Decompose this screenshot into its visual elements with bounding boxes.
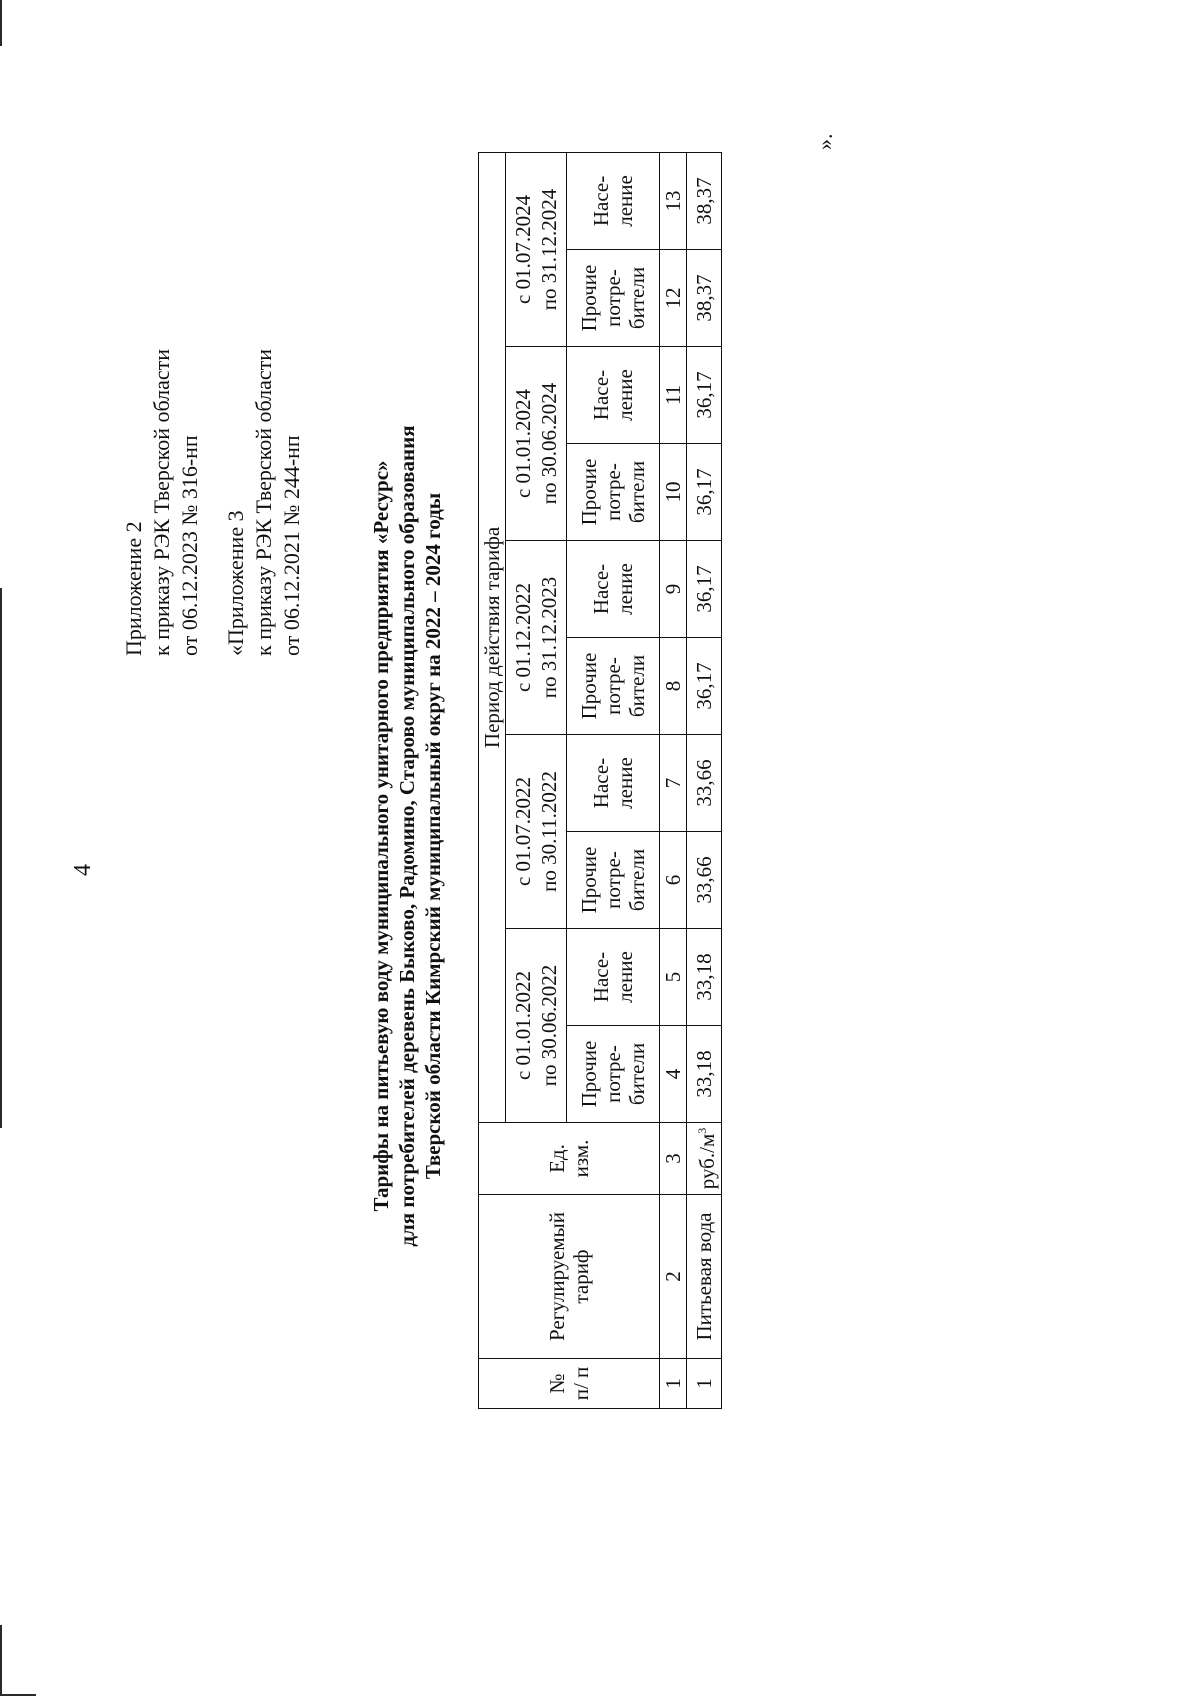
sub-other-5: Прочие потре- бители [567, 250, 660, 347]
sub-population-1: Насе- ление [567, 929, 660, 1026]
tariff-table [478, 152, 722, 1409]
sub-other-4: Прочие потре- бители [567, 444, 660, 541]
sub-other-1: Прочие потре- бители [567, 1026, 660, 1123]
sub-other-2: Прочие потре- бители [567, 832, 660, 929]
period-2: с 01.07.2022 по 30.11.2022 [506, 735, 567, 929]
row-unit: $руб./м^3$ [687, 1123, 722, 1195]
value-cell: 36,17 [687, 347, 722, 444]
document-title [368, 276, 446, 1396]
appendix-old-reference [222, 349, 306, 656]
column-number: 5 [660, 929, 687, 1026]
column-number: 12 [660, 250, 687, 347]
sub-population-2: Насе- ление [567, 735, 660, 832]
column-number: 3 [660, 1123, 687, 1195]
appendix-new-line1: Приложение 2 [121, 521, 146, 656]
value-cell: 38,37 [687, 250, 722, 347]
value-cell: 33,66 [687, 832, 722, 929]
appendix-old-line3: от 06.12.2021 № 244-нп [279, 435, 304, 656]
column-number: 9 [660, 541, 687, 638]
appendix-new-reference [120, 349, 204, 656]
value-cell: 36,17 [687, 541, 722, 638]
column-number: 7 [660, 735, 687, 832]
row-tariff-name: Питьевая вода [687, 1195, 722, 1359]
title-line1: Тарифы на питьевую воду муниципального унитарного предприятия «Ресурс» [369, 460, 393, 1212]
column-number: 6 [660, 832, 687, 929]
period-5: с 01.07.2024 по 31.12.2024 [506, 152, 567, 346]
period-1: с 01.01.2022 по 30.06.2022 [506, 929, 567, 1123]
header-unit: Ед. изм. [479, 1123, 660, 1195]
appendix-old-line1: «Приложение 3 [223, 510, 248, 656]
column-number: 13 [660, 152, 687, 249]
period-4: с 01.01.2024 по 30.06.2024 [506, 347, 567, 541]
sub-population-4: Насе- ление [567, 347, 660, 444]
sub-population-5: Насе- ление [567, 152, 660, 249]
row-number: 1 [687, 1359, 722, 1409]
appendix-new-line3: от 06.12.2023 № 316-нп [177, 435, 202, 656]
table-row [687, 152, 722, 1408]
column-number: 2 [660, 1195, 687, 1359]
column-number: 8 [660, 638, 687, 735]
appendix-old-line2: к приказу РЭК Тверской области [251, 348, 276, 656]
title-line3: Тверской области Кимрский муниципальный округ на 2022 – 2024 годы [421, 492, 445, 1180]
column-number: 10 [660, 444, 687, 541]
value-cell: 33,18 [687, 1026, 722, 1123]
sub-population-3: Насе- ление [567, 541, 660, 638]
header-number: № п/ п [479, 1359, 660, 1409]
header-tariff: Регулируемый тариф [479, 1195, 660, 1359]
value-cell: 38,37 [687, 152, 722, 249]
value-cell: 36,17 [687, 444, 722, 541]
value-cell: 36,17 [687, 638, 722, 735]
title-line2: для потребителей деревень Быково, Радомино, Старово муниципального образования [395, 425, 419, 1247]
value-cell: 33,66 [687, 735, 722, 832]
column-number: 11 [660, 347, 687, 444]
closing-quote: ». [812, 133, 837, 150]
column-number: 4 [660, 1026, 687, 1123]
sub-other-3: Прочие потре- бители [567, 638, 660, 735]
column-number: 1 [660, 1359, 687, 1409]
header-period: Период действия тарифа [479, 152, 506, 1122]
appendix-new-line2: к приказу РЭК Тверской области [149, 348, 174, 656]
value-cell: 33,18 [687, 929, 722, 1026]
period-3: с 01.12.2022 по 31.12.2023 [506, 541, 567, 735]
page-number: 4 [70, 864, 96, 876]
